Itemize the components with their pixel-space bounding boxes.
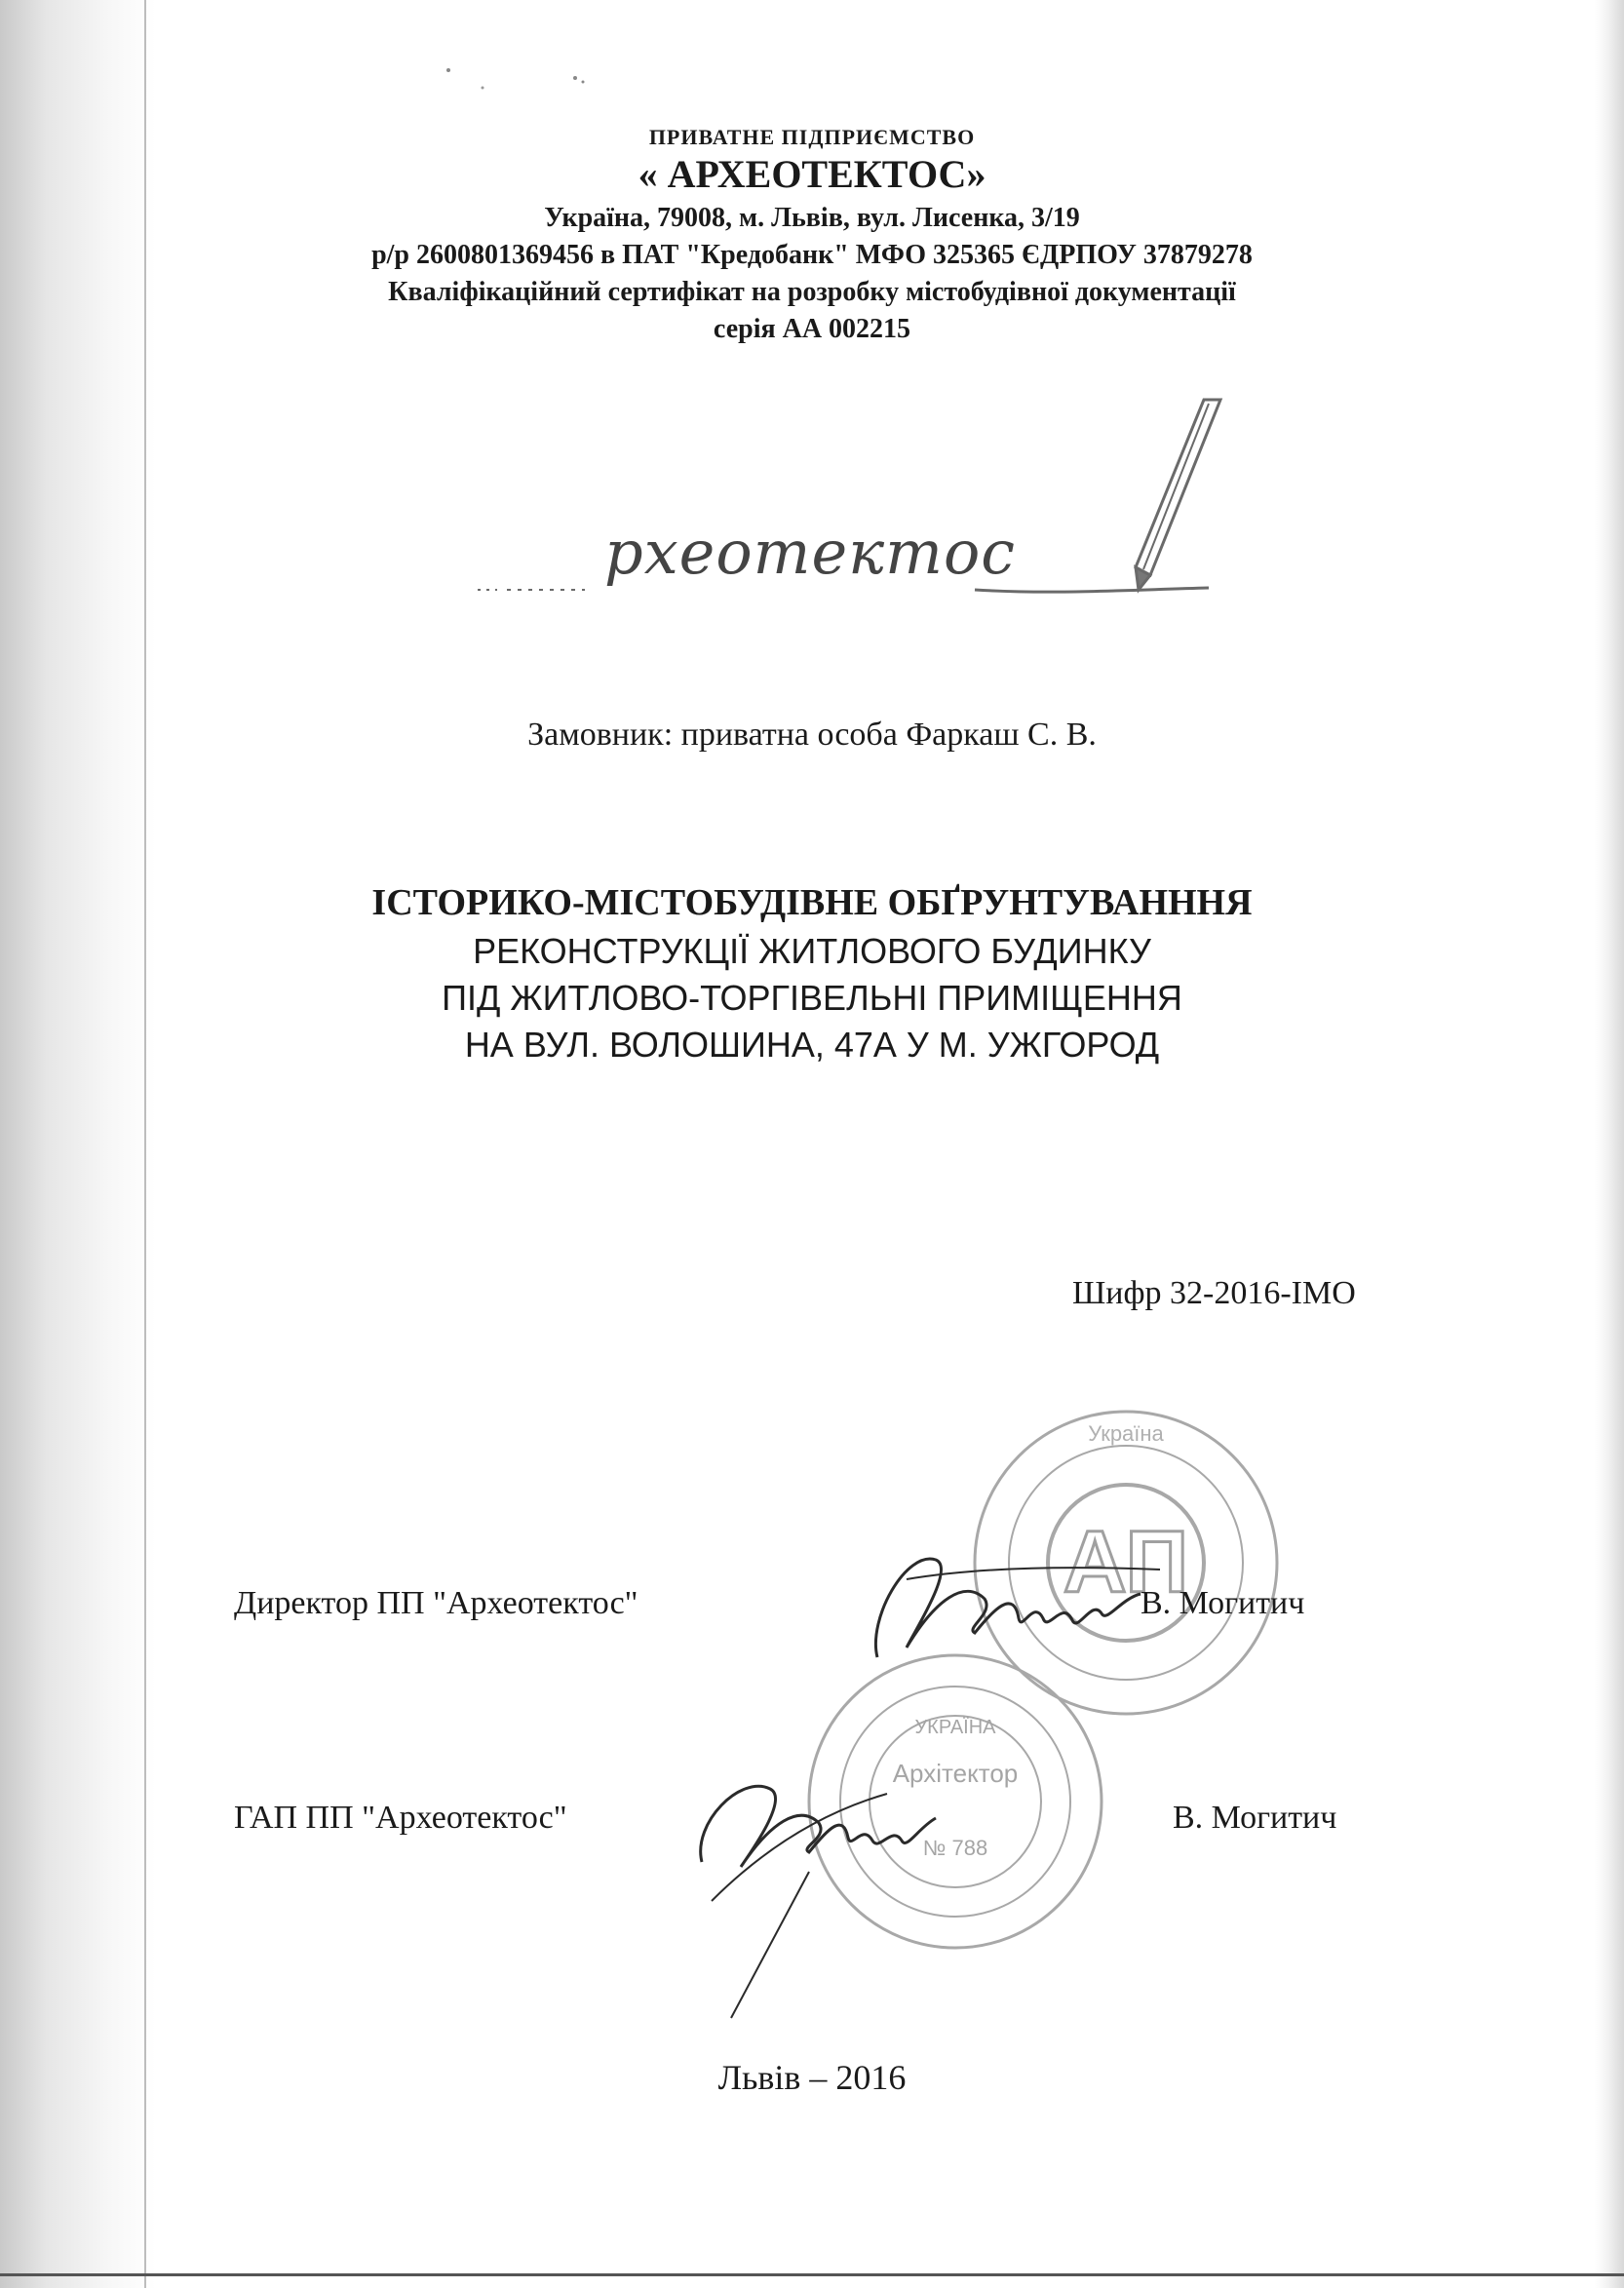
seal-country-top: УКРАЇНА [914, 1717, 996, 1738]
scan-specks [429, 58, 624, 107]
scan-bottom-edge [0, 2273, 1624, 2276]
seal-country: Україна [1088, 1421, 1164, 1446]
director-role: Директор ПП "Археотектос" [234, 1585, 638, 1621]
organization-address: Україна, 79008, м. Львів, вул. Лисенка, 3/19 [544, 203, 1080, 233]
director-name: В. Могитич [1141, 1585, 1305, 1621]
chief-architect-role: ГАП ПП "Археотектос" [234, 1800, 567, 1836]
architect-signature [663, 1735, 975, 2028]
company-logo [468, 390, 1267, 614]
document-title-line-3: ПІД ЖИТЛОВО-ТОРГІВЕЛЬНІ ПРИМІЩЕННЯ [442, 978, 1182, 1018]
document-title-line-4: НА ВУЛ. ВОЛОШИНА, 47А У М. УЖГОРОД [464, 1025, 1160, 1065]
certificate-series: серія АА 002215 [713, 314, 911, 344]
director-signature [848, 1540, 1170, 1667]
seal-architect-title: Архітектор [892, 1759, 1019, 1788]
seal-number: № 788 [922, 1836, 988, 1860]
customer-line: Замовник: приватна особа Фаркаш С. В. [527, 717, 1097, 753]
organization-certificate: Кваліфікаційний сертифікат на розробку містобудівної документації [388, 277, 1236, 307]
document-cipher: Шифр 32-2016-ІМО [1072, 1275, 1356, 1311]
organization-name: « АРХЕОТЕКТОС» [638, 152, 986, 196]
organization-type: ПРИВАТНЕ ПІДПРИЄМСТВО [648, 125, 976, 149]
logo-text: рхеотектос [604, 517, 1017, 588]
chief-architect-name: В. Могитич [1173, 1800, 1337, 1836]
organization-bank-details: р/р 2600801369456 в ПАТ "Кредобанк" МФО 325365 ЄДРПОУ 37879278 [371, 240, 1253, 270]
document-title-line-2: РЕКОНСТРУКЦІЇ ЖИТЛОВОГО БУДИНКУ [473, 931, 1151, 971]
city-and-year: Львів – 2016 [717, 2058, 907, 2097]
document-title-line-1: ІСТОРИКО-МІСТОБУДІВНЕ ОБҐРУНТУВАНННЯ [371, 882, 1253, 923]
seal-letters: АП [1063, 1514, 1189, 1611]
